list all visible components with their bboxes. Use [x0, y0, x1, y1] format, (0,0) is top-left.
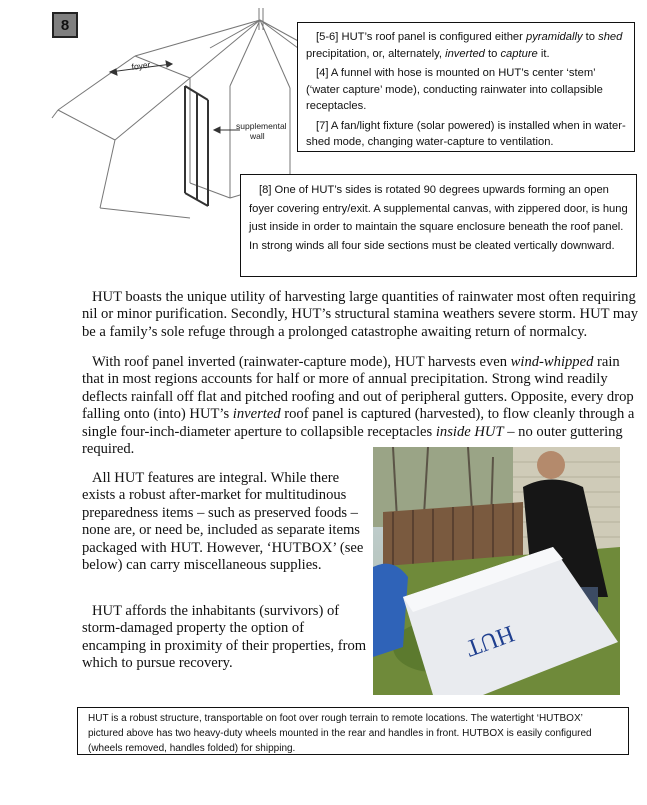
- body-paragraph-2: With roof panel inverted (rainwater-capture mode), HUT harvests even wind-whipped rain that in most regions accounts for half or more of annual precipitation. Strong wind readily deflects rainfall off flat and pitched roofing and out of peripheral gutters. Opposite, every drop falling onto (into) HUT’s inverted roof panel is captured (harvested), to flow cleanly through a single four-inch-diameter aperture to collapsible receptacles inside HUT – no outer guttering required.: [82, 354, 635, 458]
- callout-foyer-text: [8] One of HUT’s sides is rotated 90 degrees upwards forming an open foyer covering entry/exit. A supplemental canvas, with zippered door, is hung just inside in order to maintain the square enclosure beneath the roof panel. In strong winds all four side sections must be cleated vertically downward.: [249, 184, 628, 252]
- hutbox-photo: [373, 447, 620, 695]
- supplemental-label: supplemental: [236, 121, 287, 131]
- caption-text: HUT is a robust structure, transportable on foot over rough terrain to remote locations. The watertight ‘HUTBOX’ pictured above has two heavy-duty wheels mounted in the rear and handles in front. HUTBOX is easily configured (wheels removed, handles folded) for shipping.: [88, 713, 592, 754]
- hutbox-caption: [77, 707, 629, 755]
- roof-panel-callout: [297, 22, 635, 152]
- page-number: 8: [52, 12, 78, 38]
- hutbox-logo: HUT: [462, 619, 518, 662]
- body-paragraph-3: All HUT features are integral. While there exists a robust after-market for multitudinous preparedness items – such as preserved foods – none are, or need be, included as separate items packaged with HUT. However, ‘HUTBOX’ (see below) can carry miscellaneous supplies.: [82, 470, 364, 574]
- callout-funnel: [4] A funnel with hose is mounted on HUT’s center ‘stem’ (‘water capture’ mode), conducting rainwater into collapsible receptacles.: [306, 67, 603, 112]
- foyer-label: foyer: [130, 59, 152, 72]
- body-paragraph-1: HUT boasts the unique utility of harvesting large quantities of rainwater most often requiring nil or minor purification. Secondly, HUT’s structural stamina weathers severe storm. HUT may be a family’s sole refuge through a prolonged catastrophe awaiting return of normalcy.: [82, 289, 639, 340]
- body-paragraph-4: HUT affords the inhabitants (survivors) of storm-damaged property the option of encamping in proximity of their properties, from which to pursue recovery.: [82, 603, 367, 672]
- foyer-callout: [240, 174, 637, 277]
- wall-label: wall: [250, 131, 265, 141]
- callout-fan-light: [7] A fan/light fixture (solar powered) is installed when in water-shed mode, changing water-capture to ventilation.: [306, 119, 626, 148]
- callout-roof-config: [5-6] HUT’s roof panel is configured either pyramidally to shed precipitation, or, alternately, inverted to capture it.: [306, 31, 623, 60]
